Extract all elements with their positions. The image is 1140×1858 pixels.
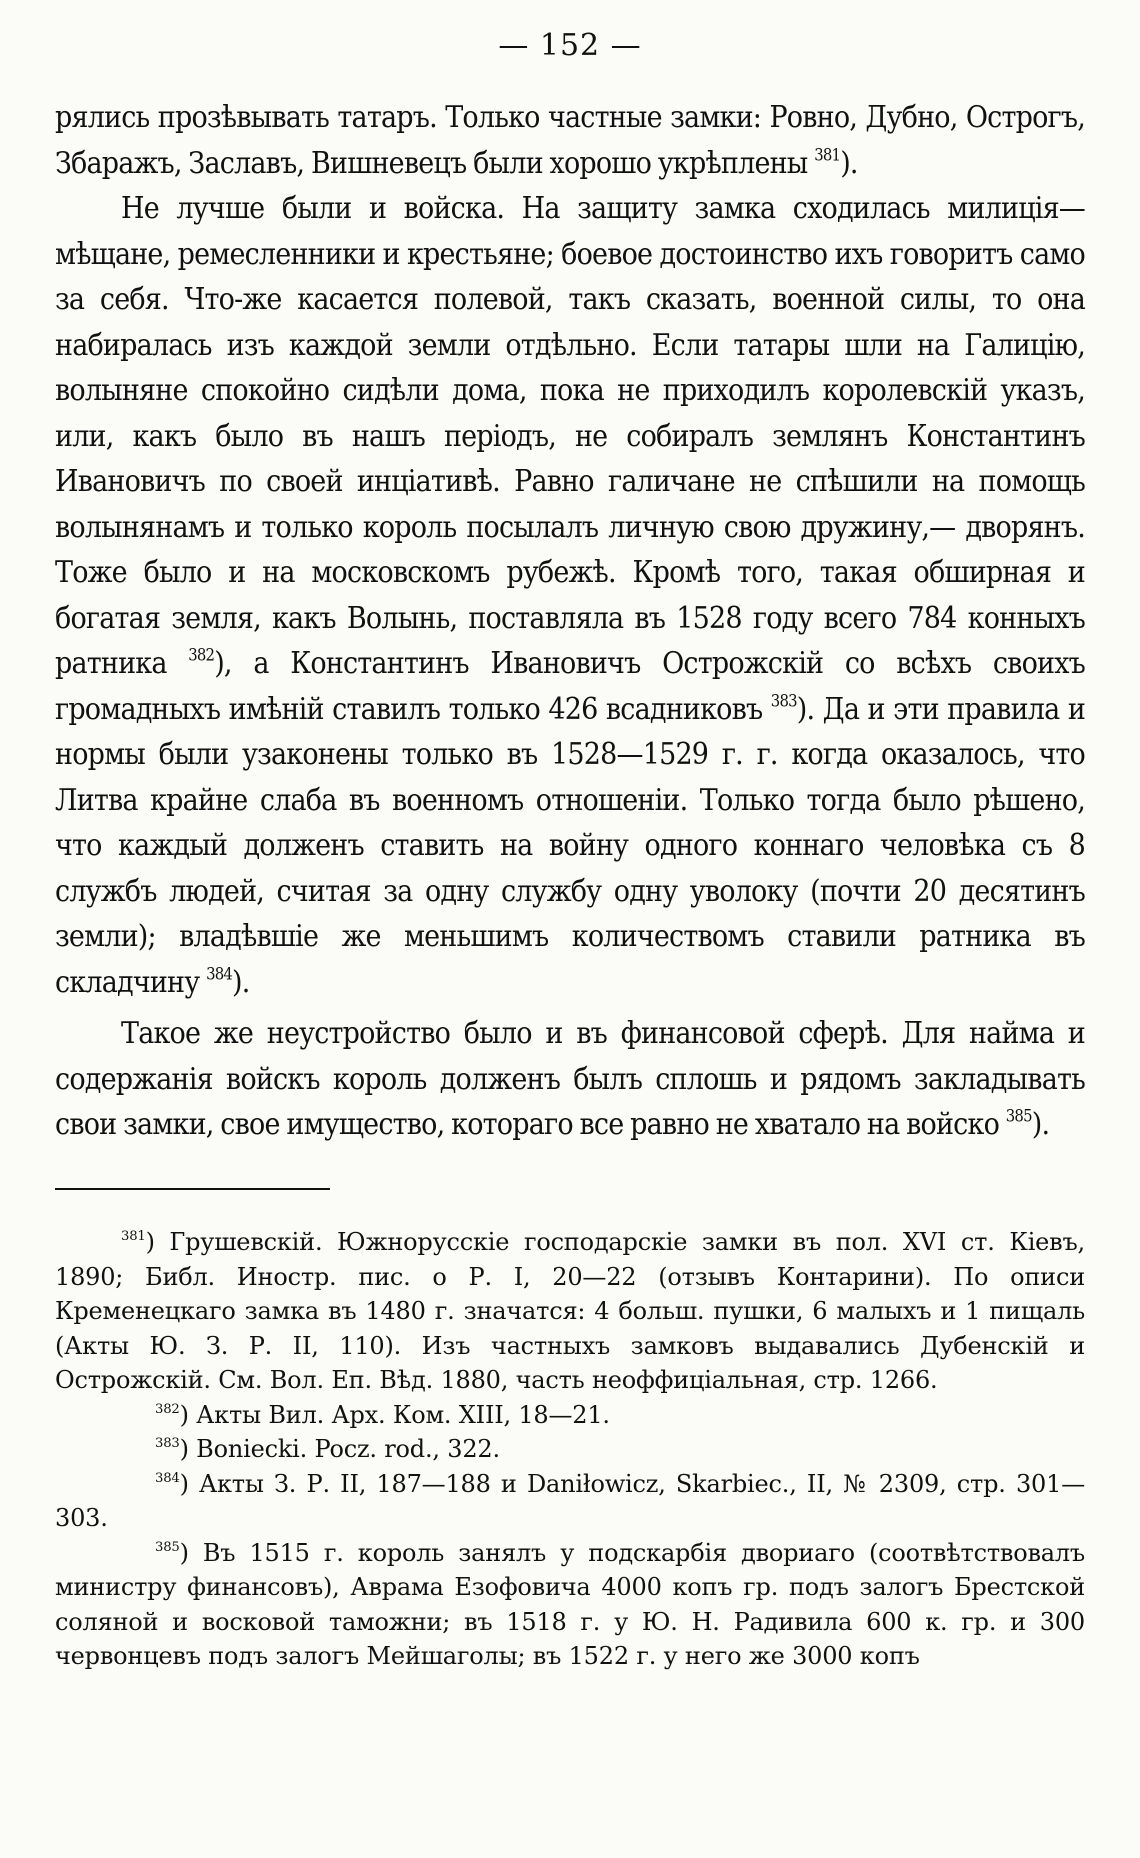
footnote-383: [55, 1432, 1085, 1467]
footnote-text: ) Акты Вил. Арх. Ком. XIII, 18—21.: [179, 1400, 610, 1429]
paragraph-2: [55, 186, 1085, 1005]
footnote-mark: 385: [155, 1539, 180, 1555]
paragraph-3-tail: ).: [1031, 1107, 1050, 1142]
paragraph-1-text: рялись прозѣвывать татаръ. Только частные замки: Ровно, Дубно, Острогъ, Збаражъ, Заславъ, Вишневецъ были хорошо укрѣплены: [55, 100, 1085, 181]
footnote-381: [55, 1225, 1085, 1398]
footnote-text: ) Акты З. Р. II, 187—188 и Daniłowicz, Skarbiec., II, № 2309, стр. 301—303.: [55, 1469, 1085, 1532]
paragraph-3: [55, 1011, 1085, 1148]
footnote-mark: 384: [155, 1470, 180, 1486]
paragraph-2-text-a: Не лучше были и войска. На защиту замка сходилась милиція— мѣщане, ремесленники и крестьяне; боевое достоинство ихъ говоритъ само за себя. Что-же касается полевой, такъ сказать, военной силы, то она набиралась изъ каждой земли отдѣльно. Если татары шли на Галицію, волыняне спокойно сидѣли дома, пока не приходилъ королевскій указъ, или, какъ было въ нашъ періодъ, не собиралъ землянъ Константинъ Ивановичъ по своей инціативѣ. Равно галичане не спѣшили на помощь волынянамъ и только король посылалъ личную свою дружину,— дворянъ. Тоже было и на московскомъ рубежѣ. Кромѣ того, такая обширная и богатая земля, какъ Волынь, поставляла въ 1528 году всего 784 конныхъ ратника: [55, 191, 1085, 681]
footnote-ref-385[interactable]: 385: [1005, 1106, 1032, 1126]
paragraph-1: [55, 95, 1085, 186]
paragraph-2-text-b: ), а Константинъ Ивановичъ Острожскій со всѣхъ своихъ громадныхъ имѣній ставилъ только 426 всадниковъ: [55, 646, 1085, 727]
footnotes: [55, 1225, 1085, 1674]
main-text: [55, 95, 1085, 1148]
paragraph-3-text: Такое же неустройство было и въ финансовой сферѣ. Для найма и содержанія войскъ король долженъ былъ сплошь и рядомъ закладывать свои замки, свое имущество, котораго все равно не хватало на войско: [55, 1016, 1085, 1142]
footnote-text: ) Въ 1515 г. король занялъ у подскарбія двориаго (соотвѣтствовалъ министру финансовъ), Аврама Езофовича 4000 копъ гр. подъ залогъ Брестской соляной и восковой таможни; въ 1518 г. у Ю. Н. Радивила 600 к. гр. и 300 червонцевъ подъ залогъ Мейшаголы; въ 1522 г. у него же 3000 копъ: [55, 1538, 1085, 1670]
paragraph-2-text-d: ).: [232, 964, 250, 1000]
footnote-text: ) Boniecki. Pocz. rod., 322.: [179, 1435, 500, 1463]
footnote-382: [55, 1398, 1085, 1433]
footnote-ref-383[interactable]: 383: [770, 691, 797, 711]
footnote-mark: 383: [155, 1436, 180, 1452]
footnote-ref-381[interactable]: 381: [814, 145, 841, 165]
paragraph-2-text-c: ). Да и эти правила и нормы были узаконены только въ 1528—1529 г. г. когда оказалось, что Литва крайне слаба въ военномъ отношеніи. Только тогда было рѣшено, что каждый долженъ ставить на войну одного коннаго человѣка съ 8 службъ людей, считая за одну службу одну уволоку (почти 20 десятинъ земли); владѣвшіе же меньшимъ количествомъ ставили ратника въ складчину: [55, 691, 1086, 1000]
footnote-385: [55, 1536, 1085, 1674]
footnote-ref-382[interactable]: 382: [188, 645, 215, 665]
footnote-384: [55, 1467, 1085, 1536]
footnote-mark: 382: [155, 1401, 180, 1417]
footnote-divider: [55, 1188, 330, 1190]
page-number: — 152 —: [498, 28, 642, 63]
footnote-ref-384[interactable]: 384: [206, 964, 233, 984]
footnote-mark: 381: [121, 1229, 146, 1245]
footnote-text: ) Грушевскій. Южнорусскіе господарскіе замки въ пол. XVI ст. Кіевъ, 1890; Библ. Иностр. пис. о Р. I, 20—22 (отзывъ Контарини). По описи Кременецкаго замка въ 1480 г. значатся: 4 больш. пушки, 6 малыхъ и 1 пищаль (Акты Ю. З. Р. II, 110). Изъ частныхъ замковъ выдавались Дубенскій и Острожскій. См. Вол. Еп. Вѣд. 1880, часть неоффиціальная, стр. 1266.: [55, 1228, 1085, 1394]
paragraph-1-tail: ).: [840, 145, 858, 181]
